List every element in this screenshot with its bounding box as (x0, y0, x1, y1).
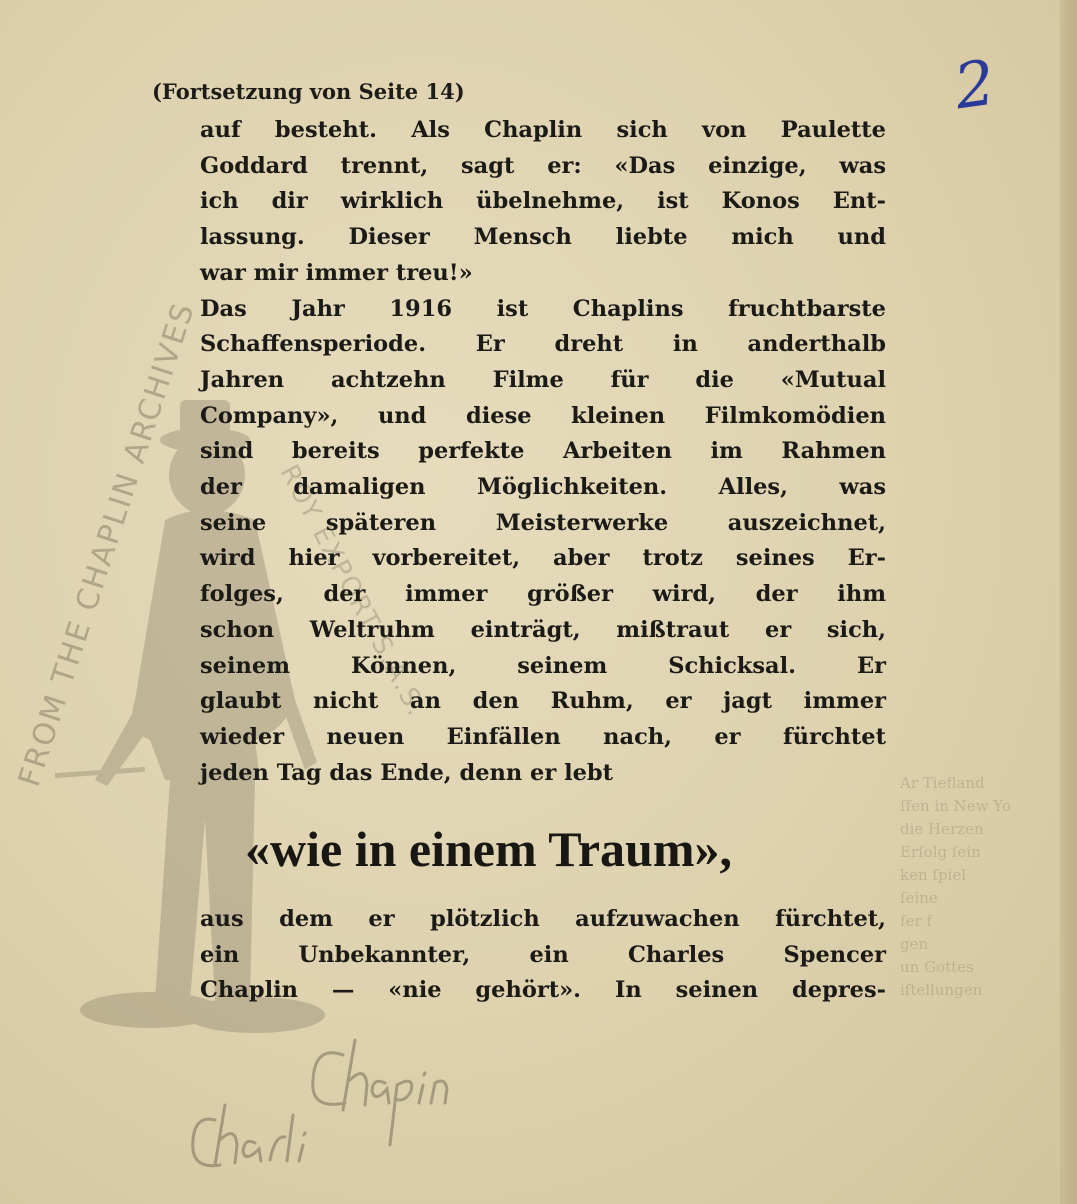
text-line: seinem Können, seinem Schicksal. Er (200, 652, 886, 679)
text-line: wird hier vorbereitet, aber trotz seines Er- (200, 545, 886, 572)
article-body (200, 113, 886, 791)
text-line: auf besteht. Als Chaplin sich von Paulette (200, 117, 886, 143)
text-line: Chaplin — «nie gehört». In seinen depres- (200, 977, 886, 1004)
text-line: seine späteren Meisterwerke auszeichnet, (200, 509, 886, 536)
text-line: aus dem er plötzlich aufzuwachen fürchtet, (200, 906, 886, 932)
text-line: wieder neuen Einfällen nach, er fürchtet (200, 723, 886, 750)
text-line: lassung. Dieser Mensch liebte mich und (200, 224, 886, 251)
text-line: der damaligen Möglichkeiten. Alles, was (200, 474, 886, 501)
archive-watermark-secondary: ROY EXPORT S.A.S. (273, 460, 432, 723)
scan-edge (1060, 0, 1077, 1204)
text-line: Jahren achtzehn Filme für die «Mutual (200, 366, 886, 393)
text-line: schon Weltruhm einträgt, mißtraut er sich, (200, 616, 886, 643)
text-line: ich dir wirklich übelnehme, ist Konos Ent- (200, 188, 886, 215)
text-line: jeden Tag das Ende, denn er lebt (200, 759, 614, 786)
headline: «wie in einem Traum», (245, 821, 733, 877)
text-line: Goddard trennt, sagt er: «Das einzige, was (200, 152, 886, 179)
text-line: sind bereits perfekte Arbeiten im Rahmen (200, 438, 886, 465)
text-line: ein Unbekannter, ein Charles Spencer (200, 941, 886, 968)
article-body-continued (200, 902, 886, 1009)
text-line: Das Jahr 1916 ist Chaplins fruchtbarste (200, 295, 886, 322)
archive-watermark: FROM THE CHAPLIN ARCHIVES (12, 297, 202, 791)
text-line: Company», und diese kleinen Filmkomödien (200, 402, 886, 429)
text-line: folges, der immer größer wird, der ihm (200, 581, 886, 608)
continuation-note: (Fortsetzung von Seite 14) (152, 79, 465, 104)
text-line: glaubt nicht an den Ruhm, er jagt immer (200, 688, 886, 715)
text-line: Schaffensperiode. Er dreht in anderthalb (200, 331, 886, 358)
handwritten-page-number: 2 (950, 45, 1000, 124)
bleed-through-text: Ar Tiefland ſfen in New Yo die Herzen Erſolg ſein ken ſpiel ſeine fer f gen un Gottes iſtellungen (900, 774, 1011, 999)
signature-graphic-icon (175, 1025, 465, 1185)
text-line: war mir immer treu!» (200, 259, 473, 286)
